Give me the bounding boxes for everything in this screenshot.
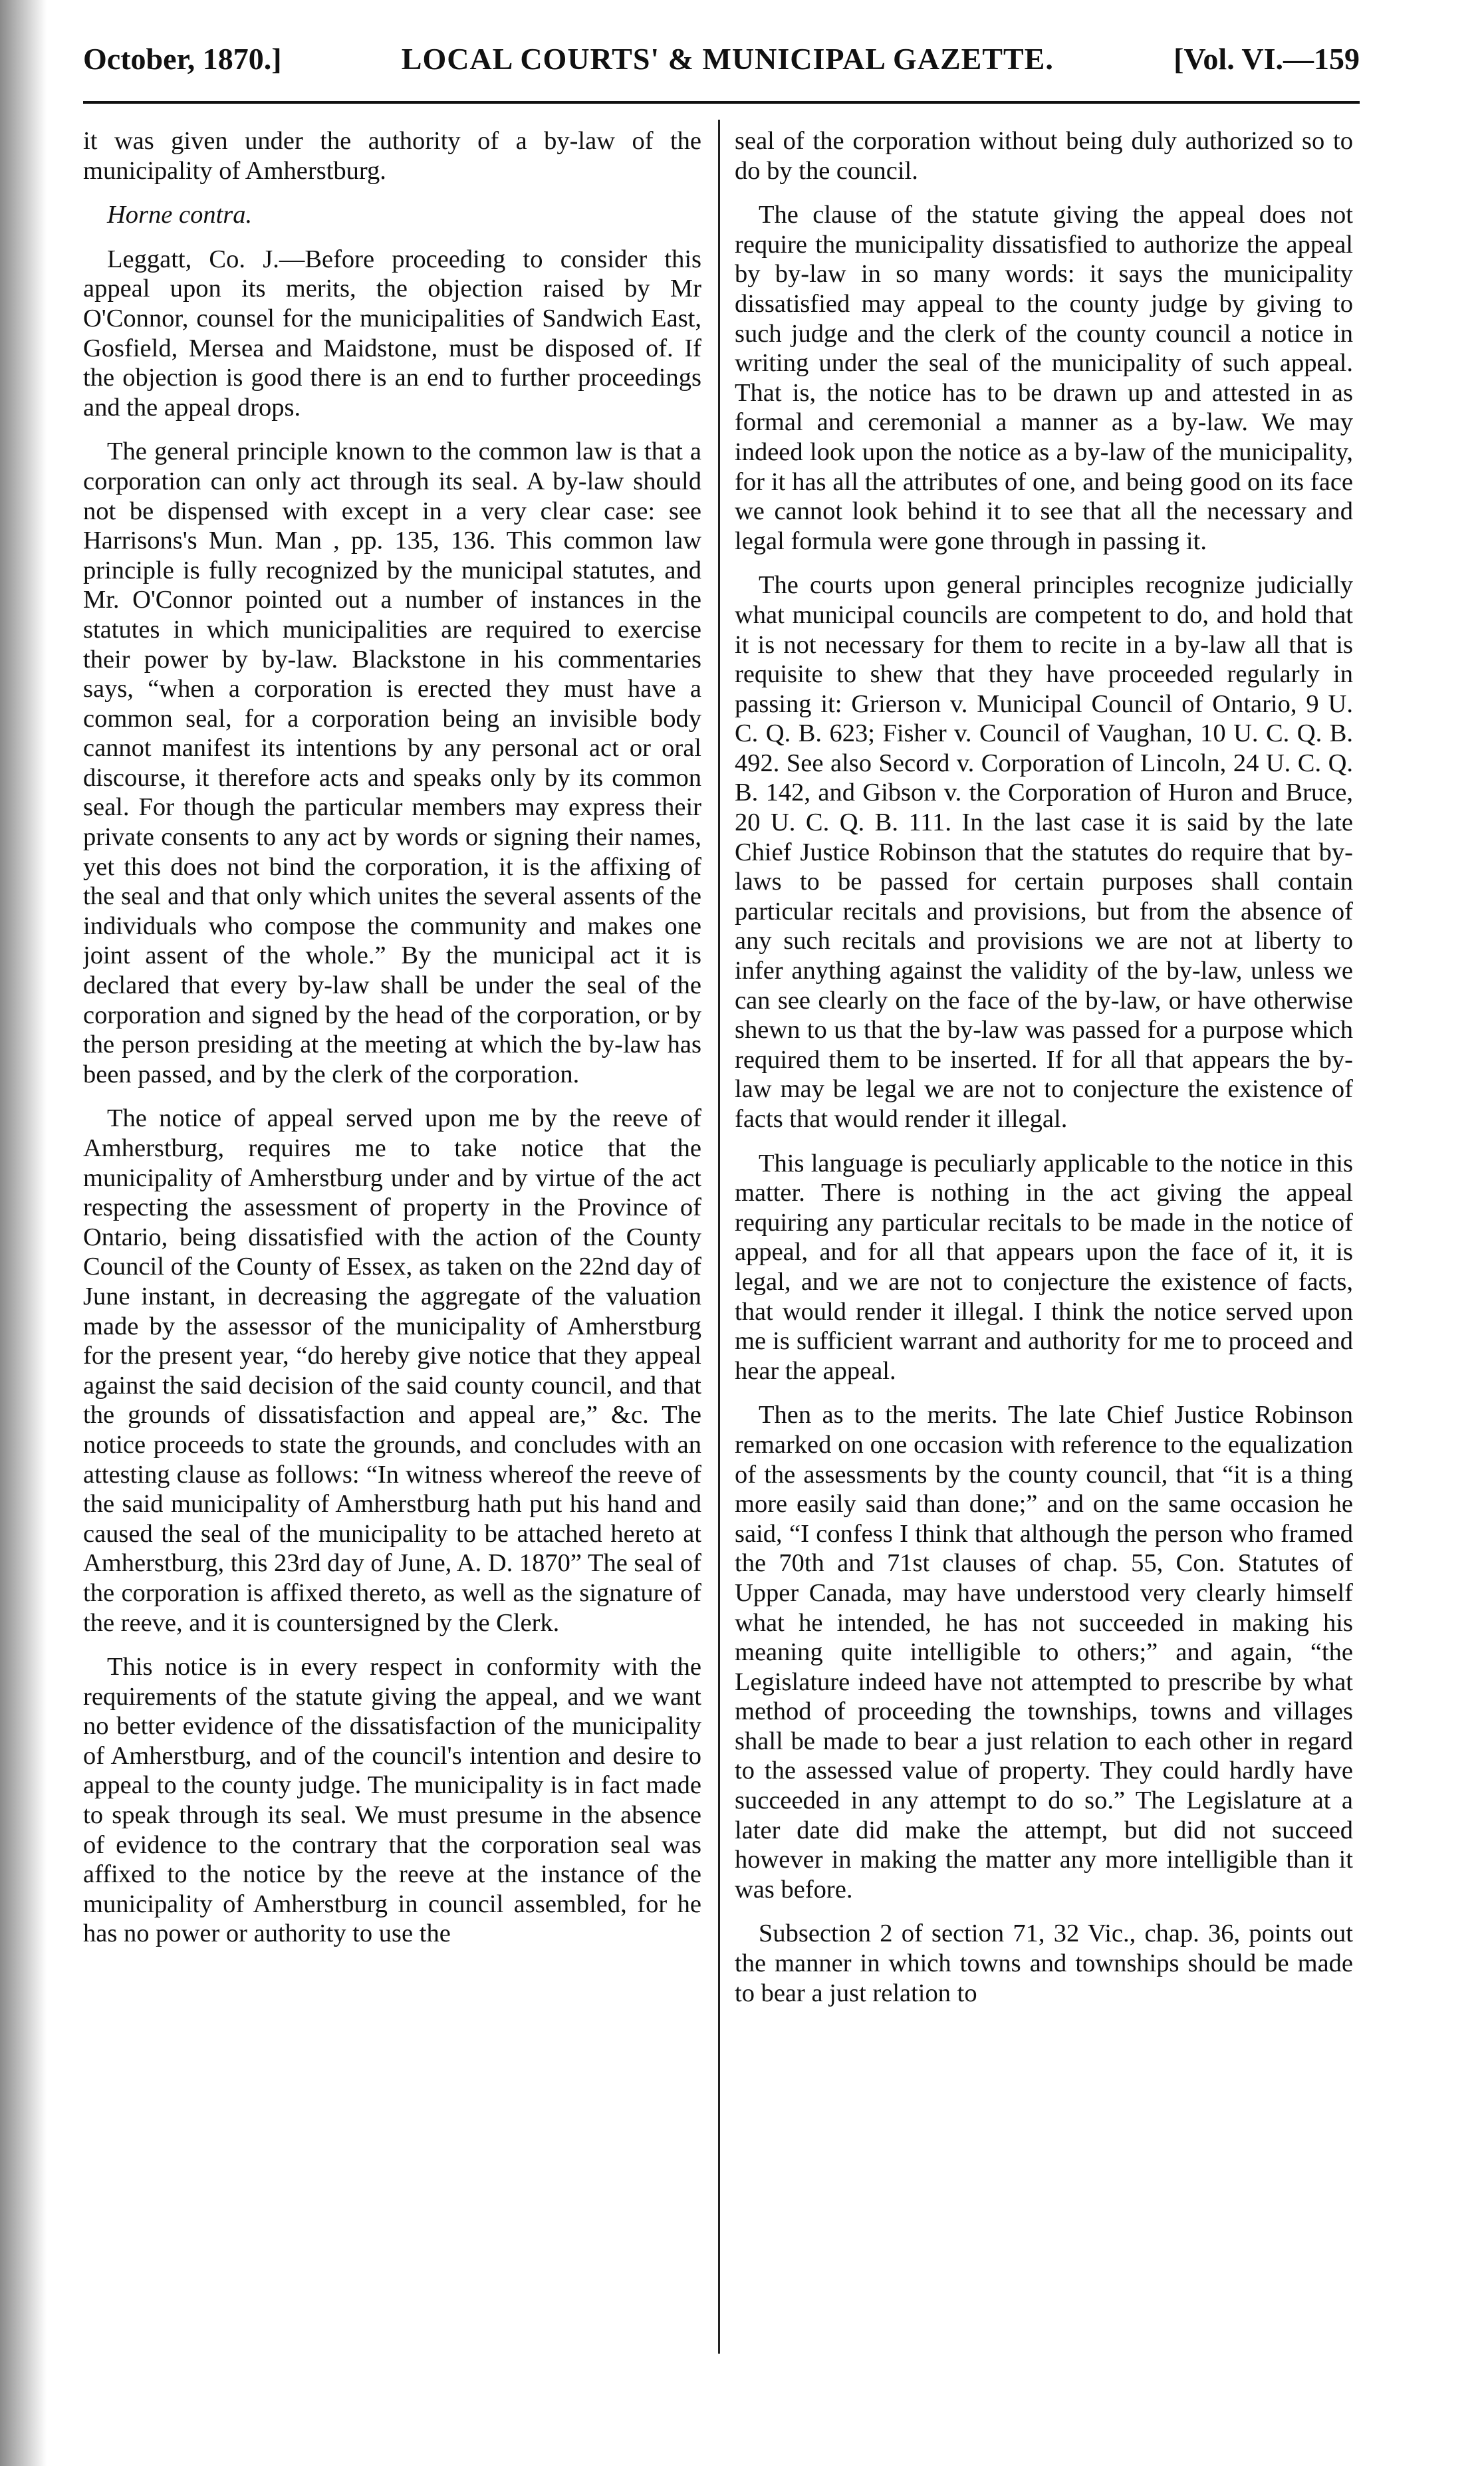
page-edge-shadow — [0, 0, 47, 2466]
paragraph: Leggatt, Co. J.—Before proceeding to consider this appeal upon its merits, the objection raised by Mr O'Connor, counsel for the municipalities of Sandwich East, Gosfield, Mersea and Maidstone, must be disposed of. If the objection is good there is an end to further proceedings and the appeal drops. — [83, 245, 701, 422]
paragraph: The general principle known to the common law is that a corporation can only act through its seal. A by-law should not be dispensed with except in a very clear case: see Harrisons's Mun. Man , pp. 135, 136. This common law principle is fully recognized by the municipal statutes, and Mr. O'Connor pointed out a number of instances in the statutes in which municipalities are required to exercise their power by by-law. Blackstone in his commentaries says, “when a corporation is erected they must have a common seal, for a corporation being an invisible body cannot manifest its intentions by any personal act or oral discourse, it therefore acts and speaks only by its common seal. For though the particular members may express their private consents to any act by words or signing their names, yet this does not bind the corporation, it is the affixing of the seal and that only which unites the several assents of the individuals who compose the community and makes one joint assent of the whole.” By the municipal act it is declared that every by-law shall be under the seal of the corporation and signed by the head of the corporation, or by the person presiding at the meeting at which the by-law has been passed, and by the clerk of the corporation. — [83, 437, 701, 1088]
paragraph: Then as to the merits. The late Chief Justice Robinson remarked on one occasion with reference to the equalization of the assessments by the county council, that “it is a thing more easily said than done;” and on the same occasion he said, “I confess I think that although the person who framed the 70th and 71st clauses of chap. 55, Con. Statutes of Upper Canada, may have understood very clearly himself what he intended, he has not succeeded in making his meaning quite intelligible to others;” and again, “the Legislature indeed have not attempted to prescribe by what method of proceeding the townships, towns and villages shall be made to bear a just relation to each other in regard to the assessed value of property. They could hardly have succeeded in any attempt to do so.” The Legislature at a later date did make the attempt, but did not succeed however in making the matter any more intelligible than it was before. — [735, 1401, 1353, 1904]
right-column — [735, 126, 1353, 2374]
column-divider — [718, 120, 720, 2354]
paragraph: Subsection 2 of section 71, 32 Vic., chap. 36, points out the manner in which towns and townships should be made to bear a just relation to — [735, 1919, 1353, 2007]
counsel-contra: Horne contra. — [107, 201, 253, 229]
left-column — [83, 126, 701, 2374]
paragraph: The clause of the statute giving the appeal does not require the municipality dissatisfied to authorize the appeal by by-law in so many words: it says the municipality dissatisfied may appeal to the county judge by giving to such judge and the clerk of the county council a notice in writing under the seal of the municipality of such appeal. That is, the notice has to be drawn up and attested in as formal and ceremonial a manner as a by-law. We may indeed look upon the notice as a by-law of the municipality, for it has all the attributes of one, and being good on its face we cannot look behind it to see that all the necessary and legal formula were gone through in passing it. — [735, 201, 1353, 555]
header-date: October, 1870.] — [83, 42, 282, 76]
running-header — [83, 41, 1360, 104]
paragraph: seal of the corporation without being duly authorized so to do by the council. — [735, 127, 1353, 185]
paragraph: This language is peculiarly applicable to the notice in this matter. There is nothing in the act giving the appeal requiring any particular recitals to be made in the notice of appeal, and for all that appears upon the face of it, it is legal, and we are not to conjecture the existence of facts, that would render it illegal. I think the notice served upon me is sufficient warrant and authority for me to proceed and hear the appeal. — [735, 1149, 1353, 1385]
paragraph: it was given under the authority of a by-law of the municipality of Amherstburg. — [83, 127, 701, 185]
paragraph: The notice of appeal served upon me by the reeve of Amherstburg, requires me to take notice that the municipality of Amherstburg under and by virtue of the act respecting the assessment of property in the Province of Ontario, being dissatisfied with the action of the County Council of the County of Essex, as taken on the 22nd day of June instant, in decreasing the aggregate of the valuation made by the assessor of the municipality of Amherstburg for the present year, “do hereby give notice that they appeal against the said decision of the said county council, and that the grounds of dissatisfaction and appeal are,” &c. The notice proceeds to state the grounds, and concludes with an attesting clause as follows: “In witness whereof the reeve of the said municipality of Amherstburg hath put his hand and caused the seal of the municipality to be attached hereto at Amherstburg, this 23rd day of June, A. D. 1870” The seal of the corporation is affixed thereto, as well as the signature of the reeve, and it is countersigned by the Clerk. — [83, 1104, 701, 1637]
paragraph — [83, 200, 701, 230]
header-volume-page: [Vol. VI.—159 — [1174, 42, 1360, 76]
paragraph: The courts upon general principles recognize judicially what municipal councils are competent to do, and hold that it is not necessary for them to recite in a by-law all that is requisite to shew that they have proceeded regularly in passing it: Grierson v. Municipal Council of Ontario, 9 U. C. Q. B. 623; Fisher v. Council of Vaughan, 10 U. C. Q. B. 492. See also Secord v. Corporation of Lincoln, 24 U. C. Q. B. 142, and Gibson v. the Corporation of Huron and Bruce, 20 U. C. Q. B. 111. In the last case it is said by the late Chief Justice Robinson that the statutes do require that by-laws to be passed for certain purposes shall contain particular recitals and provisions, but from the absence of any such recitals and provisions we are not at liberty to infer anything against the validity of the by-law, unless we can see clearly on the face of the by-law, or have otherwise shewn to us that the by-law was passed for a purpose which required them to be inserted. If for all that appears the by-law may be legal we are not to conjecture the existence of facts that would render it illegal. — [735, 571, 1353, 1133]
header-title: LOCAL COURTS' & MUNICIPAL GAZETTE. — [401, 42, 1054, 76]
paragraph: This notice is in every respect in conformity with the requirements of the statute giving the appeal, and we want no better evidence of the dissatisfaction of the municipality of Amherstburg, and of the council's intention and desire to appeal to the county judge. The municipality is in fact made to speak through its seal. We must presume in the absence of evidence to the contrary that the corporation seal was affixed to the notice by the reeve at the instance of the municipality of Amherstburg in council assembled, for he has no power or authority to use the — [83, 1653, 701, 1948]
